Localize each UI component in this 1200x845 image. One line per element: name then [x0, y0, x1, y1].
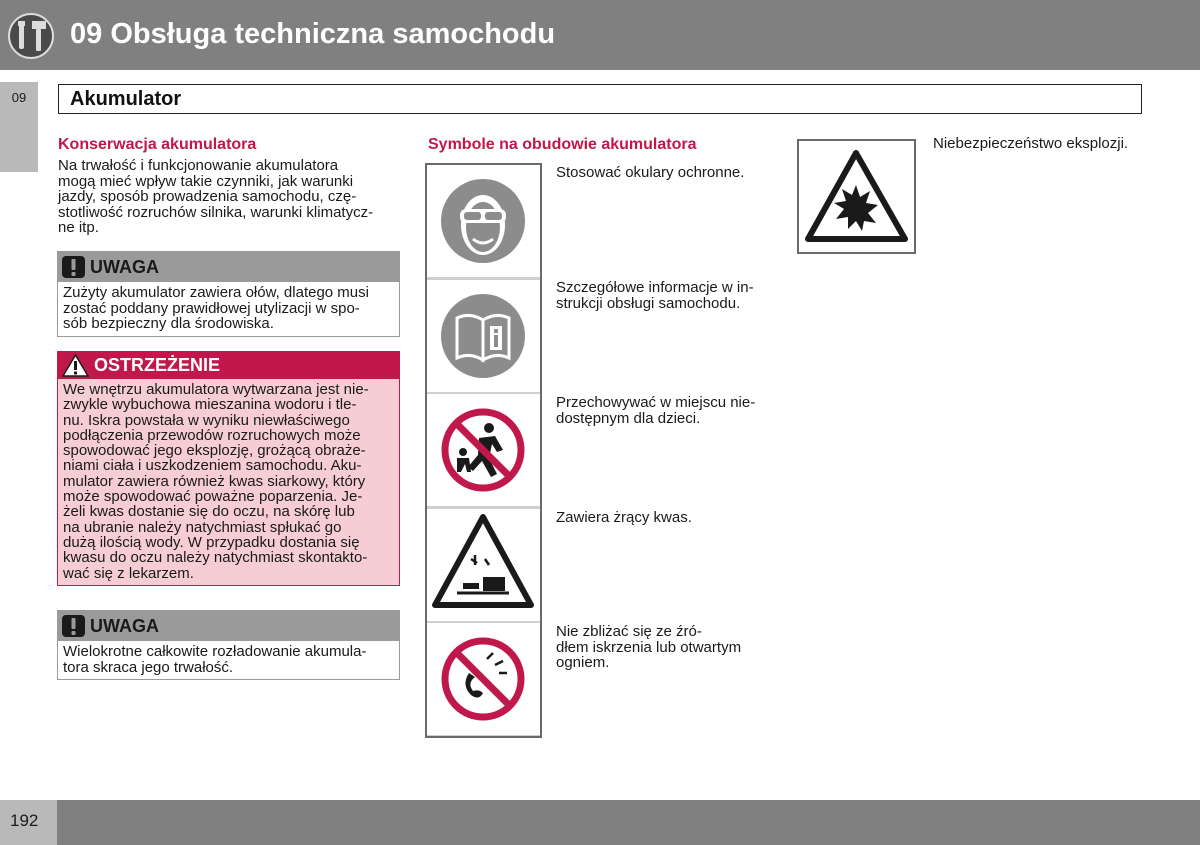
note-line: zostać poddany prawidłowej utylizacji w spo-	[63, 299, 360, 317]
maintenance-heading: Konserwacja akumulatora	[58, 136, 257, 153]
footer-bar	[57, 800, 1200, 845]
symbols-column	[425, 163, 542, 738]
warning-line: kwasu do oczu należy natychmiast skontakto-	[63, 549, 368, 567]
paragraph-line: ne itp.	[58, 219, 99, 236]
note-text	[58, 282, 399, 336]
warning-line: nu. Iskra powstała w wyniku niewłaściwego	[63, 411, 350, 429]
note-box-2	[57, 610, 400, 680]
warning-line: spowodować jego eksplozję, grożącą obraże-	[63, 442, 366, 460]
corrosive-acid-icon	[427, 509, 540, 621]
page-number: 192	[10, 811, 39, 830]
warning-line: niami ciała i uszkodzeniem samochodu. Aku-	[63, 457, 362, 475]
warning-line: We wnętrzu akumulatora wytwarzana jest nie-	[63, 381, 369, 398]
note-header	[58, 252, 399, 282]
warning-header	[58, 352, 399, 379]
safety-goggles-icon	[427, 165, 540, 277]
warning-line: żeli kwas dostanie się do oczu, na skórę lub	[63, 503, 355, 521]
symbols-heading: Symbole na obudowie akumulatora	[428, 136, 697, 153]
warning-line: mulator zawiera również kwas siarkowy, który	[63, 472, 366, 490]
paragraph-line: Na trwałość i funkcjonowanie akumulatora	[58, 157, 339, 174]
note-header	[58, 611, 399, 641]
warning-line: zwykle wybuchowa mieszanina wodoru i tle-	[63, 396, 357, 414]
note-exclamation-icon	[61, 614, 86, 638]
chapter-title: 09 Obsługa techniczna samochodu	[70, 18, 556, 50]
symbol-description-explosion	[933, 136, 1193, 152]
note-label: UWAGA	[90, 257, 159, 277]
no-open-flame-icon	[427, 623, 540, 735]
warning-label: OSTRZEŻENIE	[94, 355, 221, 375]
symbol-description-flame	[556, 624, 786, 671]
wrench-screwdriver-icon	[8, 13, 54, 59]
instruction-manual-icon	[427, 280, 540, 392]
paragraph-line: stotliwość rozruchów silnika, warunki klimatycz-	[58, 203, 374, 221]
warning-line: dużą ilością wody. W przypadku dostania się	[63, 533, 360, 551]
symbol-description-goggles	[556, 165, 786, 181]
symbol-description-line: strukcji obsługi samochodu.	[556, 294, 741, 312]
symbol-description-line: Szczegółowe informacje w in-	[556, 279, 754, 296]
symbol-description-line: Nie zbliżać się ze źró-	[556, 623, 702, 640]
symbol-description-children	[556, 395, 786, 426]
note-exclamation-icon	[61, 255, 86, 279]
chapter-tab-number: 09	[11, 90, 27, 105]
explosion-symbol-frame	[797, 139, 916, 254]
symbol-description-line: ogniem.	[556, 654, 610, 671]
warning-line: wać się z lekarzem.	[63, 564, 194, 582]
section-title-box	[58, 84, 1142, 114]
note-label: UWAGA	[90, 616, 159, 636]
warning-triangle-icon	[62, 354, 89, 377]
warning-box	[57, 351, 400, 586]
warning-line: podłączenia przewodów rozruchowych może	[63, 426, 361, 444]
symbol-description-line: dostępnym dla dzieci.	[556, 409, 701, 427]
keep-away-from-children-icon	[427, 394, 540, 506]
note-line: Wielokrotne całkowite rozładowanie akumula-	[63, 643, 367, 660]
warning-text	[58, 379, 399, 585]
note-text	[58, 641, 399, 679]
paragraph-line: mogą mieć wpływ takie czynniki, jak warunki	[58, 172, 354, 190]
section-title: Akumulator	[70, 88, 182, 110]
symbol-description-line: Stosować okulary ochronne.	[556, 164, 745, 181]
note-line: Zużyty akumulator zawiera ołów, dlatego musi	[63, 284, 369, 301]
explosion-hazard-icon	[799, 141, 914, 252]
maintenance-paragraph	[58, 158, 403, 236]
paragraph-line: jazdy, sposób prowadzenia samochodu, czę-	[58, 188, 357, 205]
warning-line: może spowodować poważne poparzenia. Je-	[63, 488, 363, 506]
note-line: tora skraca jego trwałość.	[63, 658, 234, 676]
note-box-1	[57, 251, 400, 337]
symbol-description-line: Przechowywać w miejscu nie-	[556, 394, 756, 411]
symbol-description-acid	[556, 510, 786, 526]
warning-line: na ubranie należy natychmiast spłukać go	[63, 518, 342, 536]
symbol-description-line: dłem iskrzenia lub otwartym	[556, 638, 742, 656]
symbol-description-line: Niebezpieczeństwo eksplozji.	[933, 135, 1129, 152]
note-line: sób bezpieczny dla środowiska.	[63, 315, 274, 332]
symbol-description-line: Zawiera żrący kwas.	[556, 509, 692, 526]
symbol-description-manual	[556, 280, 786, 311]
